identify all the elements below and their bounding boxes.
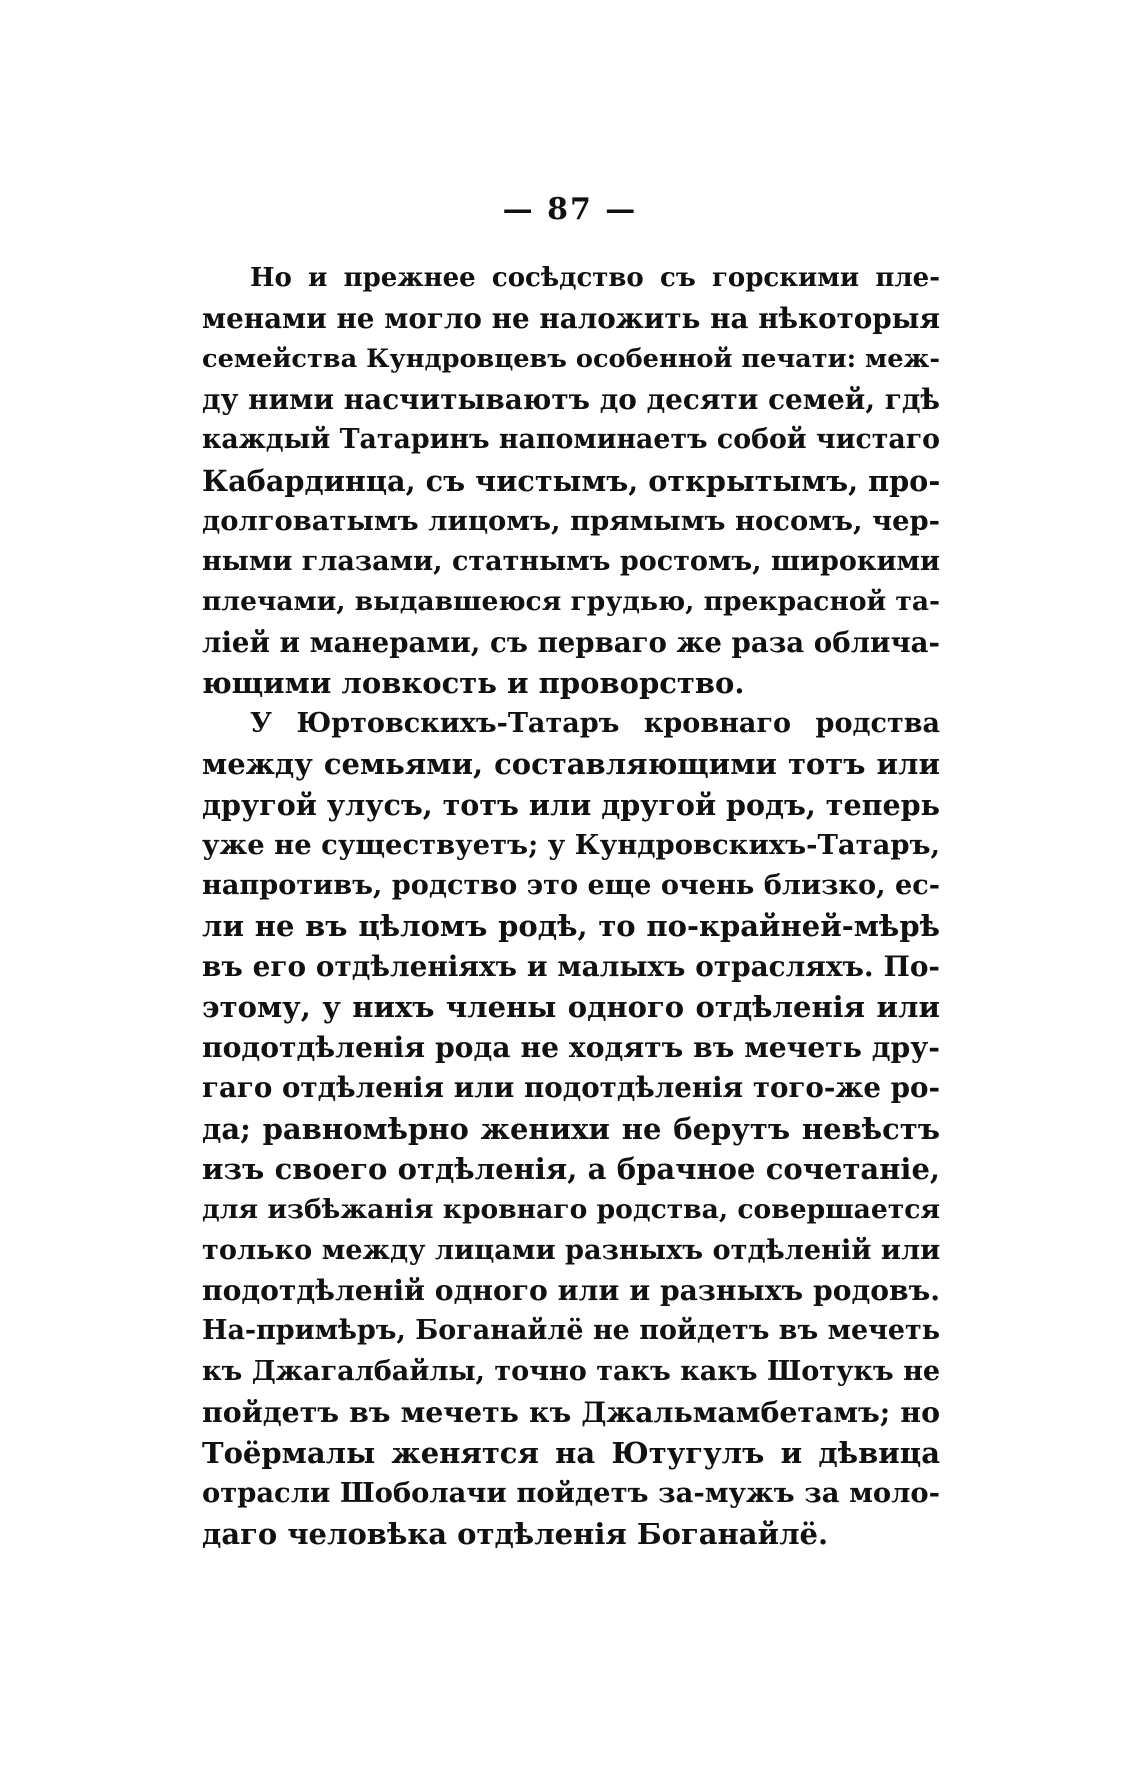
text-line: ными глазами, статнымъ ростомъ, широкими [202, 545, 940, 577]
text-line: ду ними насчитываютъ до десяти семей, гдѣ [202, 382, 940, 416]
text-line: этому, у нихъ члены одного отдѣленія или [202, 990, 940, 1024]
text-line: напротивъ, родство это еще очень близко, ес- [202, 869, 940, 901]
text-line: для избѣжанія кровнаго родства, совершается [202, 1193, 940, 1225]
paragraph [202, 704, 940, 1555]
text-line: Кабардинца, съ чистымъ, открытымъ, про- [202, 463, 941, 498]
text-line: другой улусъ, тотъ или другой родъ, теперь [202, 787, 940, 822]
text-line: подотдѣленія рода не ходятъ въ мечеть дру- [202, 1030, 940, 1064]
page-number: — 87 — [502, 192, 638, 227]
text-line: менами не могло не наложить на нѣкоторыя [202, 301, 940, 335]
text-line: только между лицами разныхъ отдѣленій или [202, 1234, 941, 1266]
text-line: плечами, выдавшеюся грудью, прекрасной та- [202, 586, 941, 617]
text-line: ли не въ цѣломъ родѣ, то по-крайней-мѣрѣ [202, 909, 940, 943]
text-line: На-примѣръ, Боганайлё не пойдетъ въ мечеть [202, 1315, 940, 1346]
text-line: отрасли Шоболачи пойдетъ за-мужъ за моло- [202, 1477, 940, 1509]
text-line: долговатымъ лицомъ, прямымъ носомъ, чер- [202, 505, 940, 537]
text-line: да; равномѣрно женихи не берутъ невѣстъ [202, 1111, 940, 1146]
text-line: каждый Татаринъ напоминаетъ собой чистаго [202, 424, 940, 455]
text-line: изъ своего отдѣленія, а брачное сочетаніе, [202, 1152, 940, 1186]
text-line: Тоёрмалы женятся на Ютугулъ и дѣвица [202, 1435, 940, 1470]
text-line: подотдѣленій одного или и разныхъ родовъ. [202, 1273, 940, 1307]
text-line: между семьями, составляющими тотъ или [202, 747, 940, 781]
paragraph [202, 258, 940, 704]
text-line: даго человѣка отдѣленія Боганайлё. [202, 1516, 829, 1551]
text-line: къ Джагалбайлы, точно такъ какъ Шотукъ не [202, 1355, 941, 1387]
text-line: въ его отдѣленіяхъ и малыхъ отрасляхъ. По- [202, 949, 940, 983]
text-line: пойдетъ въ мечеть къ Джальмамбетамъ; но [202, 1395, 940, 1429]
text-line: уже не существуетъ; у Кундровскихъ-Татаръ, [202, 829, 941, 861]
body-text [202, 258, 940, 1554]
text-line: семейства Кундровцевъ особенной печати: меж- [202, 344, 940, 374]
text-line: ліей и манерами, съ перваго же раза облича- [202, 625, 940, 659]
text-line: У Юртовскихъ-Татаръ кровнаго родства [250, 707, 940, 739]
text-line: ющими ловкость и проворство. [202, 666, 745, 700]
text-line: гаго отдѣленія или подотдѣленія того-же ро- [202, 1071, 940, 1104]
text-line: Но и прежнее сосѣдство съ горскими пле- [250, 263, 940, 293]
